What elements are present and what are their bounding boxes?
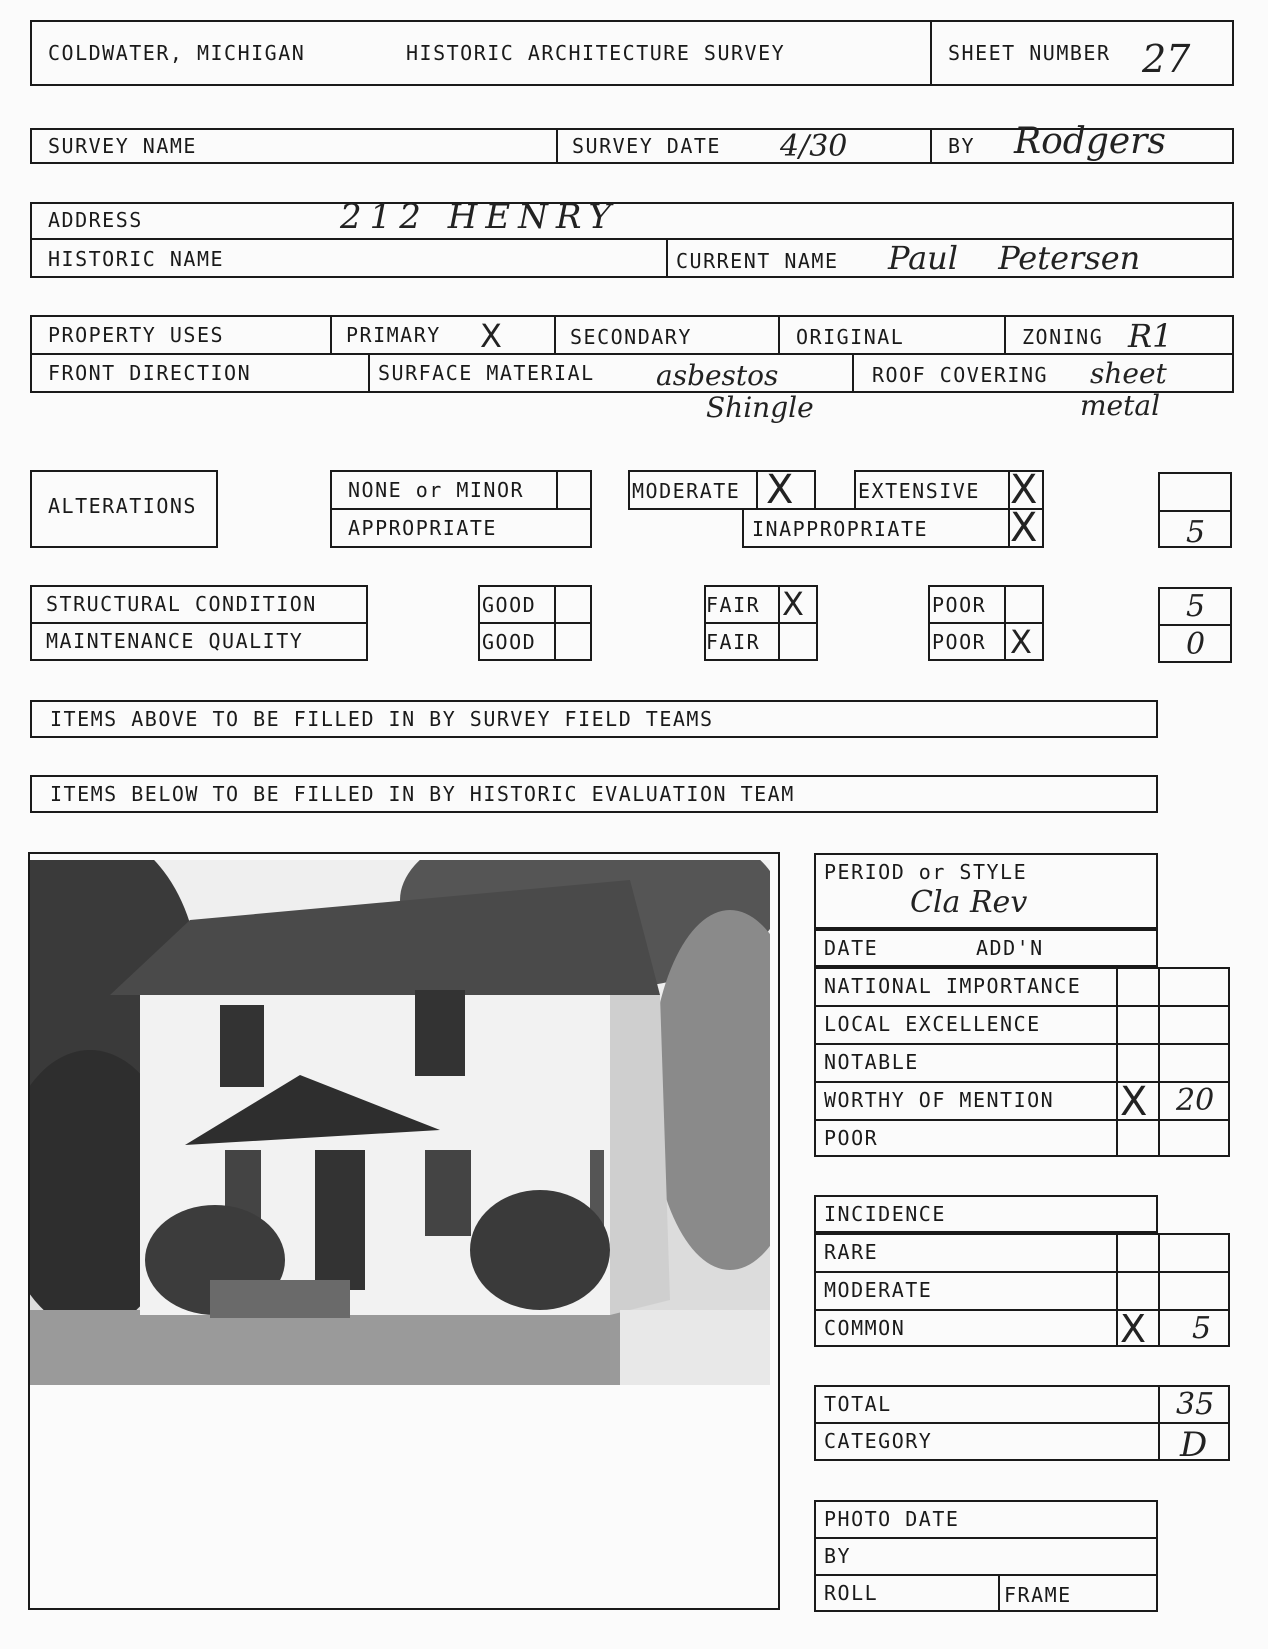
structural-poor-label: POOR — [932, 593, 987, 617]
property-uses-label: PROPERTY USES — [48, 323, 225, 347]
addn-label: ADD'N — [976, 936, 1044, 960]
imp-row3 — [814, 1081, 1230, 1083]
common-mark: X — [1120, 1307, 1147, 1351]
eval-poor-label: POOR — [824, 1126, 879, 1150]
address-value: 212 HENRY — [340, 197, 619, 237]
inc-row1 — [814, 1271, 1230, 1273]
house-photo — [30, 860, 770, 1385]
current-name-label: CURRENT NAME — [676, 249, 839, 273]
property-div5 — [368, 353, 370, 393]
common-score: 5 — [1192, 1311, 1212, 1346]
none-minor-check-div — [556, 470, 558, 510]
period-value: Cla Rev — [910, 885, 1028, 920]
secondary-label: SECONDARY — [570, 325, 692, 349]
structural-condition-label: STRUCTURAL CONDITION — [46, 592, 317, 616]
common-label: COMMON — [824, 1316, 906, 1340]
structural-good-label: GOOD — [482, 593, 537, 617]
address-label: ADDRESS — [48, 208, 143, 232]
front-direction-label: FRONT DIRECTION — [48, 361, 252, 385]
fair-check-div — [778, 585, 780, 661]
roof-covering-label: ROOF COVERING — [872, 363, 1049, 387]
period-label: PERIOD or STYLE — [824, 860, 1028, 884]
surface-material-label: SURFACE MATERIAL — [378, 361, 595, 385]
condition-score-divider — [1158, 624, 1232, 626]
national-label: NATIONAL IMPORTANCE — [824, 974, 1082, 998]
property-div4 — [1004, 315, 1006, 355]
alterations-label: ALTERATIONS — [48, 494, 197, 518]
notable-label: NOTABLE — [824, 1050, 919, 1074]
totals-value-div — [1158, 1385, 1160, 1461]
inappropriate-label: INAPPROPRIATE — [752, 517, 929, 541]
survey-row-bottom — [30, 162, 1234, 164]
original-label: ORIGINAL — [796, 325, 905, 349]
survey-date-value: 4/30 — [780, 129, 848, 164]
inc-row2 — [814, 1309, 1230, 1311]
property-divider — [30, 353, 1234, 355]
total-label: TOTAL — [824, 1392, 892, 1416]
inc-check-div — [1116, 1233, 1118, 1347]
moderate-check-div — [756, 470, 758, 510]
frame-divider — [998, 1574, 1000, 1612]
eval-date-label: DATE — [824, 936, 879, 960]
poor-check-div — [1004, 585, 1006, 661]
maintenance-good-label: GOOD — [482, 630, 537, 654]
worthy-mark: X — [1120, 1079, 1148, 1125]
survey-date-label: SURVEY DATE — [572, 134, 721, 158]
category-label: CATEGORY — [824, 1429, 933, 1453]
sheet-number-value: 27 — [1142, 37, 1191, 81]
property-div2 — [554, 315, 556, 355]
moderate-label: MODERATE — [632, 479, 741, 503]
inc-score-div — [1158, 1233, 1160, 1347]
roof-covering-value-2: metal — [1080, 389, 1161, 422]
imp-row1 — [814, 1005, 1230, 1007]
survey-row-div1 — [556, 128, 558, 164]
maintenance-quality-label: MAINTENANCE QUALITY — [46, 629, 304, 653]
appropriate-label: APPROPRIATE — [348, 516, 497, 540]
current-name-divider — [666, 238, 668, 278]
rare-label: RARE — [824, 1240, 879, 1264]
extensive-mark: X — [1010, 467, 1038, 513]
notes-below: ITEMS BELOW TO BE FILLED IN BY HISTORIC EVALUATION TEAM — [50, 782, 795, 806]
current-name-value: Paul Petersen — [888, 239, 1141, 277]
none-minor-label: NONE or MINOR — [348, 478, 525, 502]
worthy-score: 20 — [1176, 1083, 1215, 1118]
extensive-label: EXTENSIVE — [858, 479, 980, 503]
maintenance-score: 0 — [1186, 627, 1206, 662]
primary-mark: X — [480, 317, 502, 355]
structural-score: 5 — [1186, 589, 1206, 624]
photo-date-label: PHOTO DATE — [824, 1507, 960, 1531]
notes-above: ITEMS ABOVE TO BE FILLED IN BY SURVEY FIELD TEAMS — [50, 707, 714, 731]
alterations-score: 5 — [1186, 515, 1206, 550]
structural-fair-mark: X — [782, 585, 804, 623]
zoning-value: R1 — [1128, 317, 1173, 355]
maintenance-fair-label: FAIR — [706, 630, 761, 654]
zoning-label: ZONING — [1022, 325, 1104, 349]
inc-moderate-label: MODERATE — [824, 1278, 933, 1302]
imp-score-div — [1158, 967, 1160, 1157]
imp-row4 — [814, 1119, 1230, 1121]
primary-label: PRIMARY — [346, 323, 441, 347]
survey-title: HISTORIC ARCHITECTURE SURVEY — [406, 41, 786, 65]
moderate-mark: X — [766, 467, 794, 513]
worthy-label: WORTHY OF MENTION — [824, 1088, 1055, 1112]
survey-row-right — [1232, 128, 1234, 164]
structural-fair-label: FAIR — [706, 593, 761, 617]
photo-by-label: BY — [824, 1544, 852, 1568]
roll-label: ROLL — [824, 1581, 879, 1605]
surface-material-value-2: Shingle — [706, 391, 814, 424]
survey-name-label: SURVEY NAME — [48, 134, 197, 158]
header-divider — [930, 20, 932, 86]
photo-info-row2 — [814, 1574, 1158, 1576]
surface-material-value-1: asbestos — [656, 359, 779, 392]
total-value: 35 — [1176, 1387, 1215, 1422]
maintenance-poor-mark: X — [1010, 623, 1032, 661]
imp-check-div — [1116, 967, 1118, 1157]
good-check-div — [554, 585, 556, 661]
good-divider — [478, 622, 592, 624]
maintenance-poor-label: POOR — [932, 630, 987, 654]
alterations-score-divider — [1158, 510, 1232, 512]
imp-row2 — [814, 1043, 1230, 1045]
survey-row-div2 — [930, 128, 932, 164]
totals-divider — [814, 1422, 1230, 1424]
roof-covering-value-1: sheet — [1090, 357, 1167, 390]
sheet-number-label: SHEET NUMBER — [948, 41, 1111, 65]
category-value: D — [1180, 1425, 1208, 1465]
survey-by-label: BY — [948, 134, 976, 158]
condition-label-divider — [30, 622, 368, 624]
survey-by-value: Rodgers — [1014, 121, 1166, 162]
historic-name-label: HISTORIC NAME — [48, 247, 225, 271]
property-div1 — [330, 315, 332, 355]
inappropriate-mark: X — [1010, 505, 1038, 551]
frame-label: FRAME — [1004, 1583, 1072, 1607]
property-div6 — [852, 353, 854, 393]
photo-info-row1 — [814, 1537, 1158, 1539]
city-label: COLDWATER, MICHIGAN — [48, 41, 306, 65]
local-label: LOCAL EXCELLENCE — [824, 1012, 1041, 1036]
incidence-label: INCIDENCE — [824, 1202, 946, 1226]
property-div3 — [778, 315, 780, 355]
survey-row-left — [30, 128, 32, 164]
